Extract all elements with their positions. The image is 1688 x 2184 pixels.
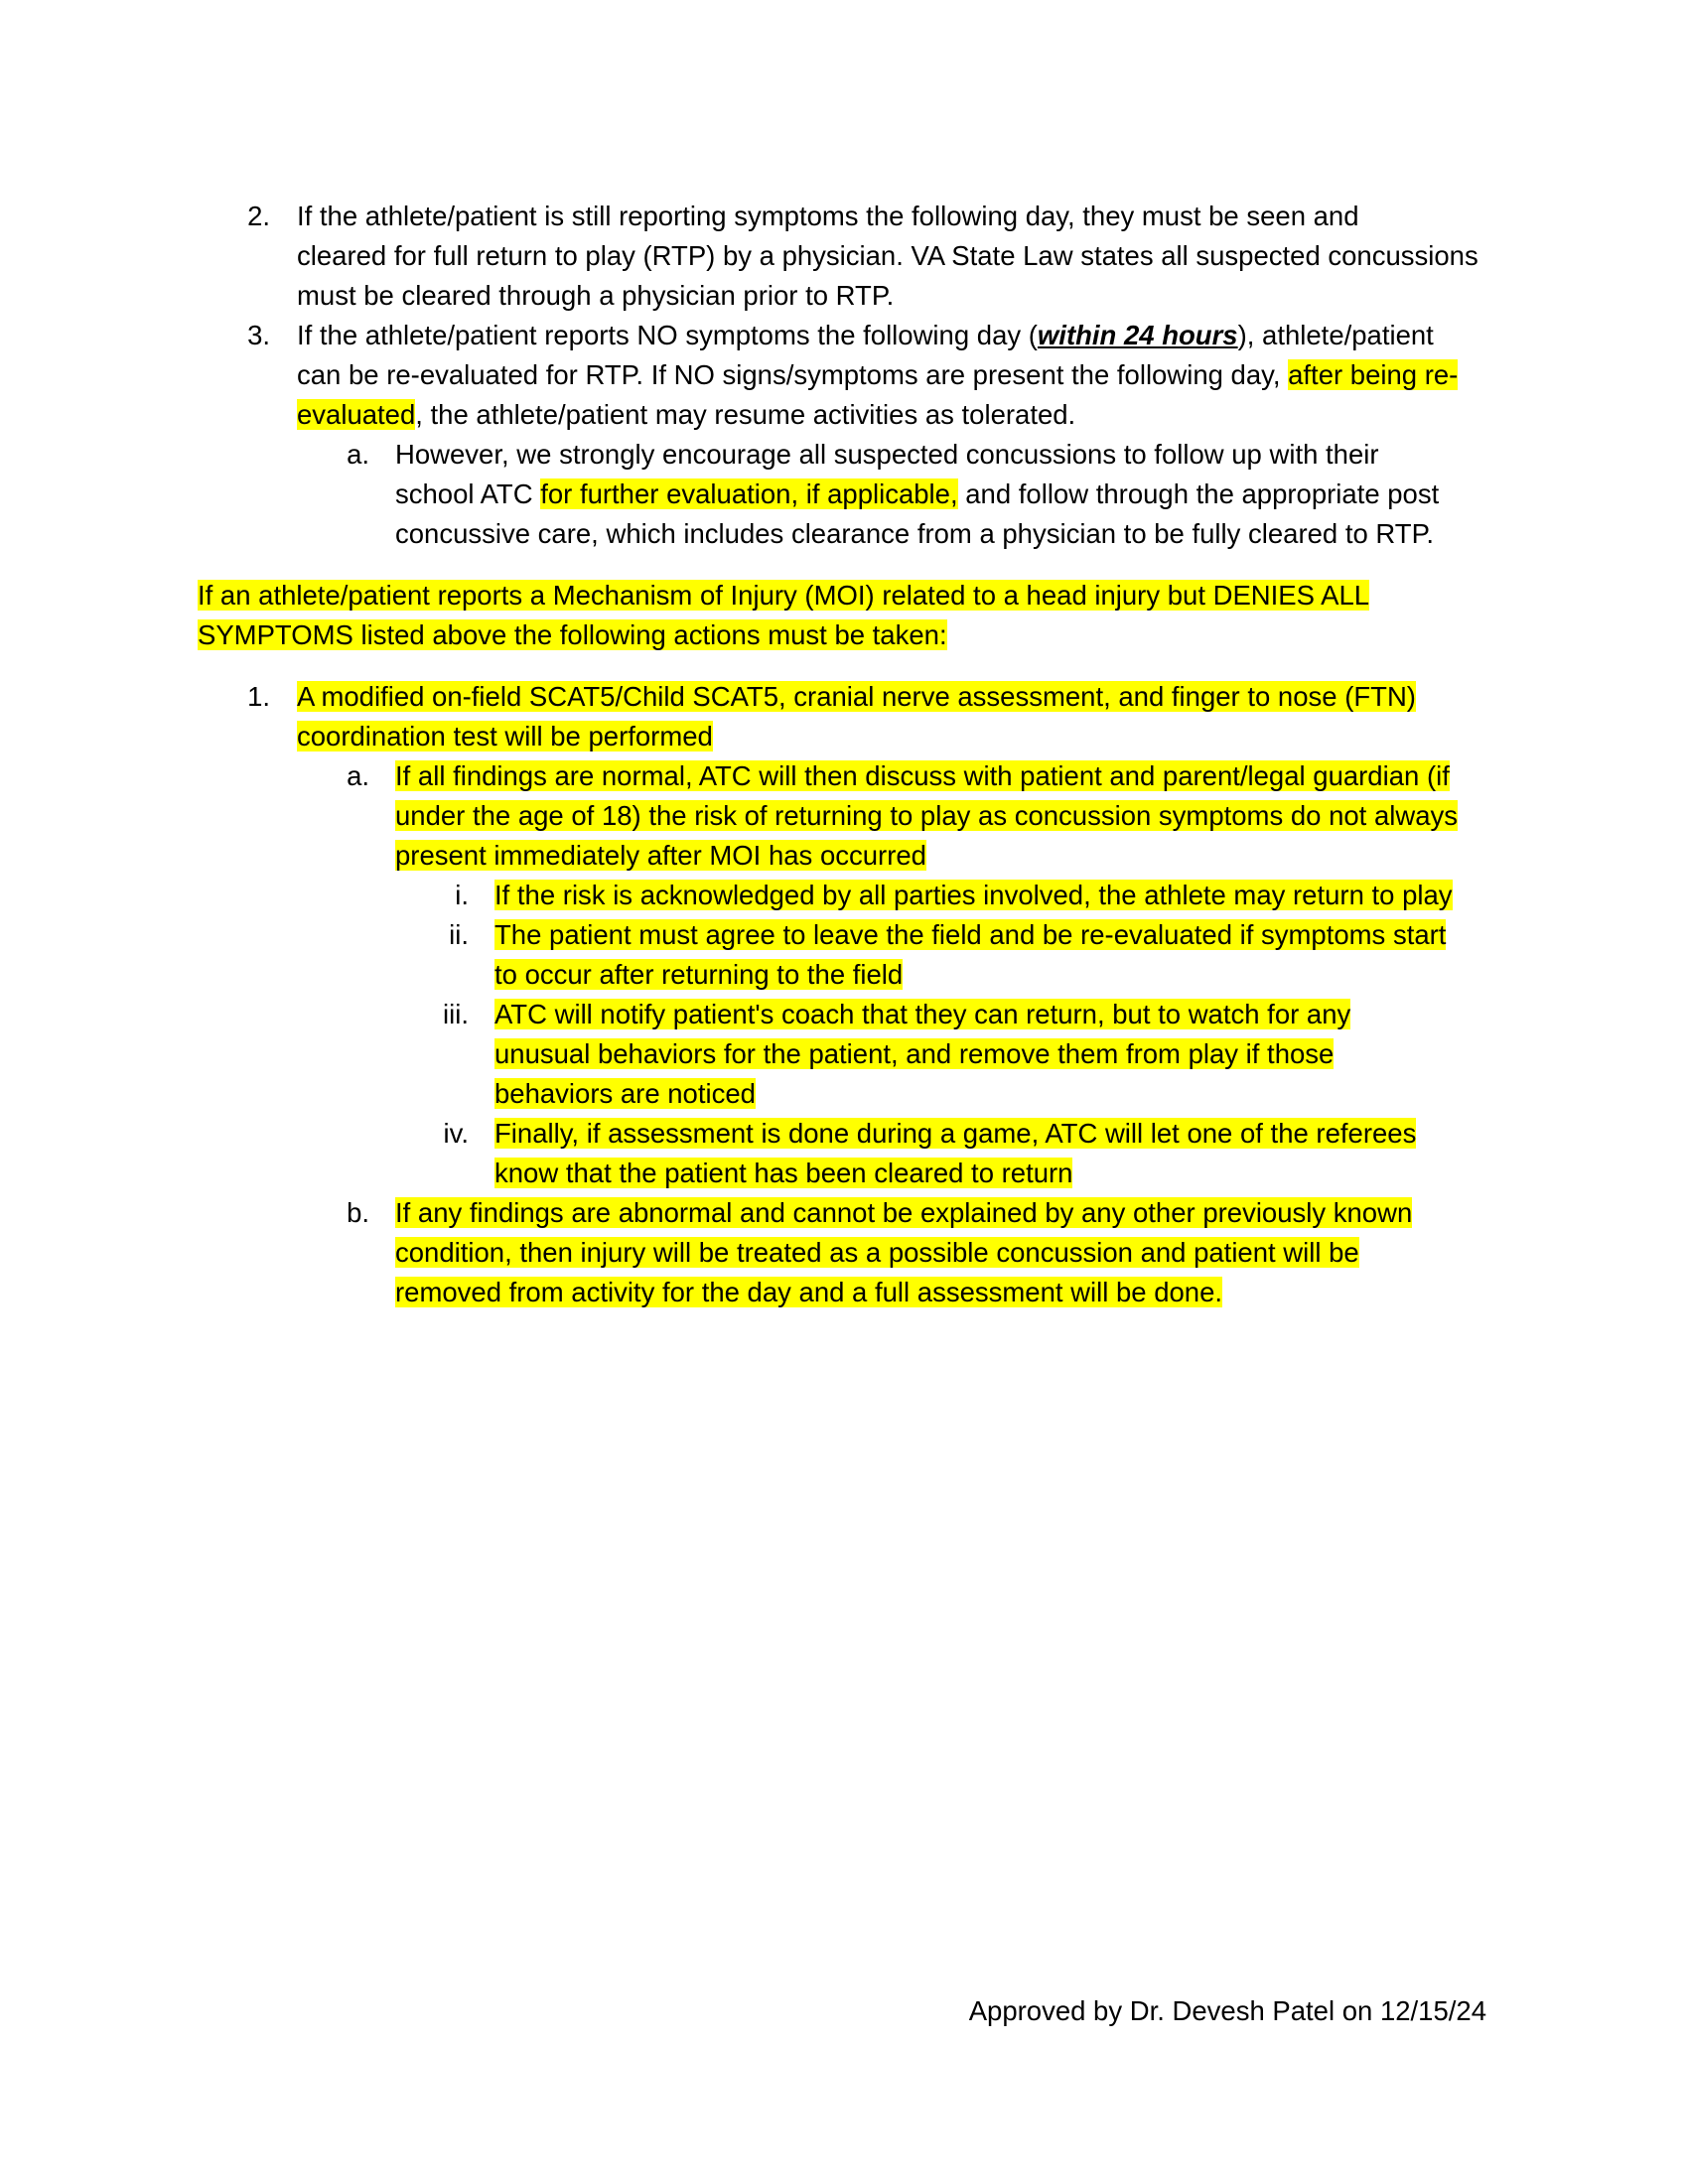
list-roman: iv. bbox=[443, 1118, 469, 1149]
list-letter: a. bbox=[347, 439, 369, 470]
highlighted-text: If the risk is acknowledged by all parties involved, the athlete may return to play bbox=[494, 880, 1453, 910]
highlighted-text: coordination test will be performed bbox=[297, 721, 713, 751]
list-roman: i. bbox=[455, 880, 469, 910]
list-roman: iii. bbox=[443, 999, 469, 1029]
list-letter: b. bbox=[347, 1197, 369, 1228]
list-item-text bbox=[297, 717, 713, 756]
list-number: 1. bbox=[247, 681, 270, 712]
list-item-text: However, we strongly encourage all suspected concussions to follow up with their bbox=[395, 439, 1379, 470]
highlighted-text: under the age of 18) the risk of returning to play as concussion symptoms do not always bbox=[395, 800, 1459, 831]
list-item-text bbox=[395, 1193, 1412, 1233]
list-item-text bbox=[494, 1074, 756, 1114]
approval-footer: Approved by Dr. Devesh Patel on 12/15/24 bbox=[968, 1995, 1486, 2026]
highlighted-text: SYMPTOMS listed above the following actions must be taken: bbox=[198, 619, 947, 650]
text-run: If the athlete/patient reports NO symptoms the following day ( bbox=[297, 320, 1038, 350]
list-item-text bbox=[494, 915, 1446, 955]
highlighted-text: If any findings are abnormal and cannot be explained by any other previously known bbox=[395, 1197, 1413, 1228]
list-item-text: must be cleared through a physician prior to RTP. bbox=[297, 280, 895, 311]
text-run: , the athlete/patient may resume activities as tolerated. bbox=[415, 399, 1076, 430]
highlighted-text: present immediately after MOI has occurred bbox=[395, 840, 926, 871]
list-item-text bbox=[297, 395, 1075, 435]
list-item-text bbox=[297, 677, 1416, 717]
list-item-text bbox=[494, 876, 1453, 915]
list-item-text bbox=[297, 355, 1458, 395]
highlighted-text: If all findings are normal, ATC will then discuss with patient and parent/legal guardian (if bbox=[395, 760, 1450, 791]
emphasis-text: within 24 hours bbox=[1037, 320, 1238, 350]
list-item-text bbox=[494, 955, 903, 995]
highlighted-text: unusual behaviors for the patient, and remove them from play if those bbox=[494, 1038, 1335, 1069]
list-item-text bbox=[494, 1154, 1072, 1193]
highlighted-text: The patient must agree to leave the field and be re-evaluated if symptoms start bbox=[494, 919, 1447, 950]
highlighted-text: evaluated bbox=[297, 399, 416, 430]
highlighted-text: behaviors are noticed bbox=[494, 1078, 756, 1109]
highlighted-text: to occur after returning to the field bbox=[494, 959, 904, 990]
highlighted-text: Finally, if assessment is done during a game, ATC will let one of the referees bbox=[494, 1118, 1417, 1149]
list-item-text bbox=[395, 796, 1458, 836]
highlighted-text: removed from activity for the day and a full assessment will be done. bbox=[395, 1277, 1223, 1307]
list-item-text bbox=[395, 1233, 1359, 1273]
text-run: school ATC bbox=[395, 478, 541, 509]
highlighted-text: for further evaluation, if applicable, bbox=[540, 478, 958, 509]
list-item-text bbox=[494, 1034, 1334, 1074]
list-item-text: concussive care, which includes clearance from a physician to be fully cleared to RTP. bbox=[395, 518, 1435, 549]
highlighted-text: If an athlete/patient reports a Mechanism of Injury (MOI) related to a head injury but DENIES ALL bbox=[198, 580, 1370, 611]
list-item-text bbox=[494, 1114, 1416, 1154]
text-run: and follow through the appropriate post bbox=[957, 478, 1440, 509]
highlighted-text: know that the patient has been cleared to return bbox=[494, 1158, 1073, 1188]
list-number: 2. bbox=[247, 201, 270, 231]
list-letter: a. bbox=[347, 760, 369, 791]
text-run: ), athlete/patient bbox=[1237, 320, 1434, 350]
highlighted-text: after being re- bbox=[1288, 359, 1459, 390]
highlighted-text: A modified on-field SCAT5/Child SCAT5, cranial nerve assessment, and finger to nose (FTN) bbox=[297, 681, 1416, 712]
list-item-text bbox=[297, 316, 1434, 355]
list-roman: ii. bbox=[449, 919, 469, 950]
moi-paragraph bbox=[198, 615, 947, 655]
moi-paragraph bbox=[198, 576, 1369, 615]
list-item-text bbox=[395, 756, 1450, 796]
list-number: 3. bbox=[247, 320, 270, 350]
list-item-text bbox=[395, 475, 1439, 514]
highlighted-text: ATC will notify patient's coach that they can return, but to watch for any bbox=[494, 999, 1351, 1029]
list-item-text bbox=[395, 1273, 1222, 1312]
list-item-text: cleared for full return to play (RTP) by a physician. VA State Law states all suspected concussions bbox=[297, 240, 1478, 271]
highlighted-text: condition, then injury will be treated as a possible concussion and patient will be bbox=[395, 1237, 1359, 1268]
list-item-text bbox=[494, 995, 1350, 1034]
list-item-text bbox=[395, 836, 926, 876]
text-run: can be re-evaluated for RTP. If NO signs/symptoms are present the following day, bbox=[297, 359, 1289, 390]
list-item-text: If the athlete/patient is still reporting symptoms the following day, they must be seen and bbox=[297, 201, 1359, 231]
